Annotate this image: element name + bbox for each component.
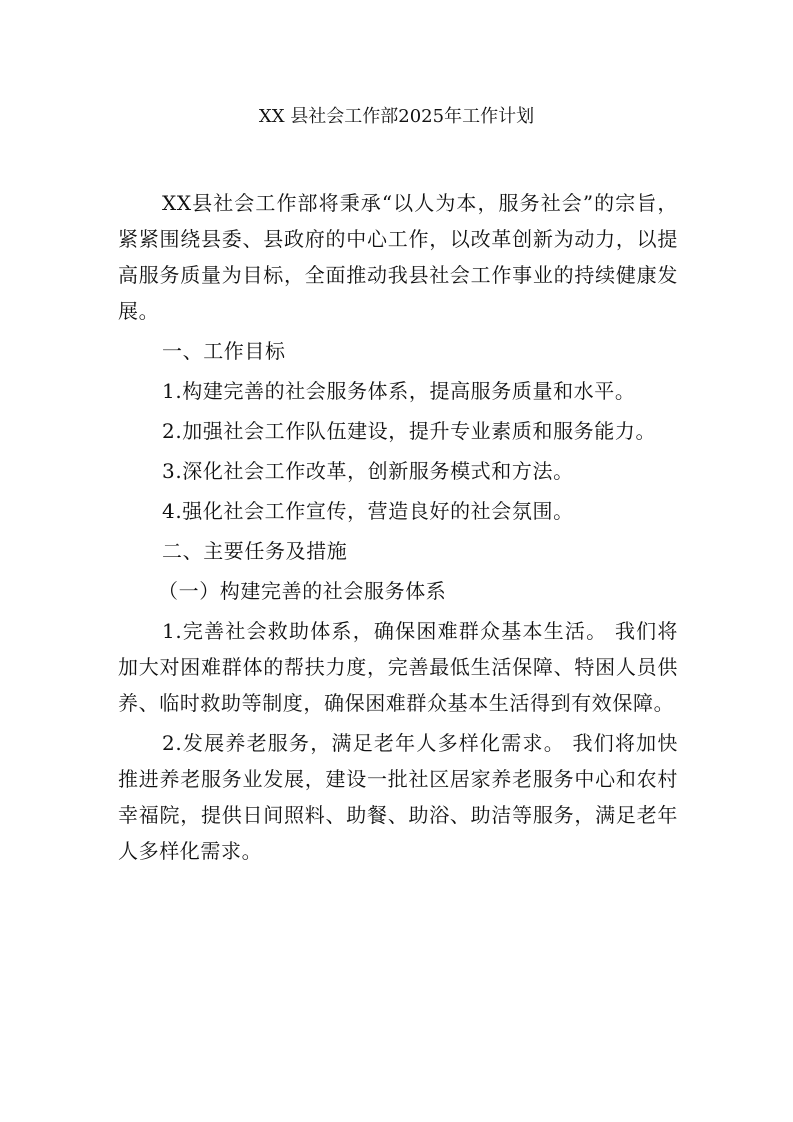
intro-paragraph: XX县社会工作部将秉承“以人为本，服务社会”的宗旨，紧紧围绕县委、县政府的中心工作，以改革创新为动力，以提高服务质量为目标，全面推动我县社会工作事业的持续健康发展。 — [118, 191, 678, 323]
goal-item: 3.深化社会工作改革，创新服务模式和方法。 — [162, 459, 574, 483]
goal-item: 1.构建完善的社会服务体系，提高服务质量和水平。 — [162, 379, 636, 403]
goal-item: 4.强化社会工作宣传，营造良好的社会氛围。 — [162, 499, 574, 523]
document-title: XX 县社会工作部2025年工作计划 — [258, 106, 535, 127]
task-paragraph: 1.完善社会救助体系，确保困难群众基本生活。 我们将加大对困难群体的帮扶力度，完善最低生活保障、特困人员供养、临时救助等制度，确保困难群众基本生活得到有效保障。 — [118, 619, 678, 715]
subsection-heading: （一）构建完善的社会服务体系 — [158, 579, 447, 603]
section-heading-tasks: 二、主要任务及措施 — [162, 539, 348, 563]
task-paragraph: 2.发展养老服务，满足老年人多样化需求。 我们将加快推进养老服务业发展，建设一批社区居家养老服务中心和农村幸福院，提供日间照料、助餐、助浴、助洁等服务，满足老年人多样化需求。 — [118, 731, 678, 863]
section-heading-goals: 一、工作目标 — [162, 339, 286, 363]
document-body — [118, 185, 678, 869]
goal-item: 2.加强社会工作队伍建设，提升专业素质和服务能力。 — [162, 419, 657, 443]
